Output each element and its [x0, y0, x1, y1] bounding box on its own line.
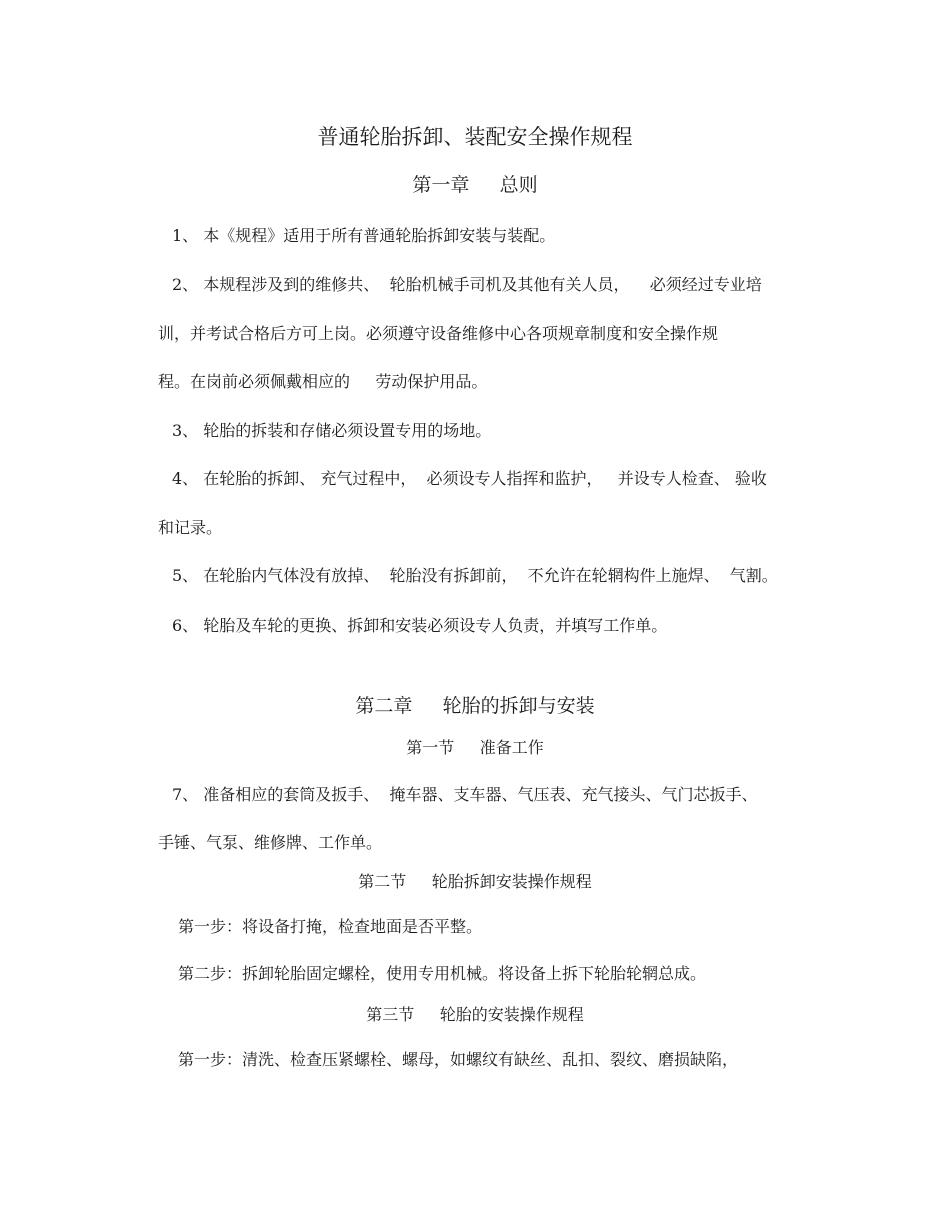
paragraph-3: 3、 轮胎的拆装和存储必须设置专用的场地。 — [172, 421, 492, 440]
step-1-mount: 第一步：清洗、检查压紧螺栓、螺母，如螺纹有缺丝、乱扣、裂纹、磨损缺陷， — [178, 1050, 739, 1069]
section-3-heading: 第三节 轮胎的安装操作规程 — [366, 1005, 584, 1024]
step-2-dismount: 第二步：拆卸轮胎固定螺栓，使用专用机械。将设备上拆下轮胎轮辋总成。 — [178, 964, 707, 983]
step-1-dismount: 第一步：将设备打掩，检查地面是否平整。 — [178, 917, 483, 936]
paragraph-7-line-1: 7、 准备相应的套筒及扳手、 掩车器、支车器、气压表、充气接头、气门芯扳手、 — [172, 785, 758, 804]
paragraph-1: 1、 本《规程》适用于所有普通轮胎拆卸安装与装配。 — [172, 226, 556, 245]
chapter-1-heading: 第一章 总则 — [412, 174, 538, 196]
document-title: 普通轮胎拆卸、装配安全操作规程 — [317, 125, 633, 149]
paragraph-4-line-2: 和记录。 — [158, 518, 223, 537]
section-1-heading: 第一节 准备工作 — [406, 738, 544, 757]
paragraph-2-line-2: 训，并考试合格后方可上岗。必须遵守设备维修中心各项规章制度和安全操作规 — [158, 324, 719, 343]
paragraph-4-line-1: 4、 在轮胎的拆卸、 充气过程中， 必须设专人指挥和监护， 并设专人检查、 验收 — [172, 469, 767, 488]
chapter-2-heading: 第二章 轮胎的拆卸与安装 — [355, 695, 595, 717]
paragraph-6: 6、 轮胎及车轮的更换、拆卸和安装必须设专人负责，并填写工作单。 — [172, 616, 668, 635]
paragraph-5: 5、 在轮胎内气体没有放掉、 轮胎没有拆卸前， 不允许在轮辋构件上施焊、 气割。 — [172, 566, 778, 585]
paragraph-2-line-1: 2、 本规程涉及到的维修共、 轮胎机械手司机及其他有关人员， 必须经过专业培 — [172, 275, 762, 294]
paragraph-7-line-2: 手锤、气泵、维修牌、工作单。 — [158, 833, 383, 852]
paragraph-2-line-3: 程。在岗前必须佩戴相应的 劳动保护用品。 — [158, 372, 488, 391]
section-2-heading: 第二节 轮胎拆卸安装操作规程 — [358, 872, 592, 891]
